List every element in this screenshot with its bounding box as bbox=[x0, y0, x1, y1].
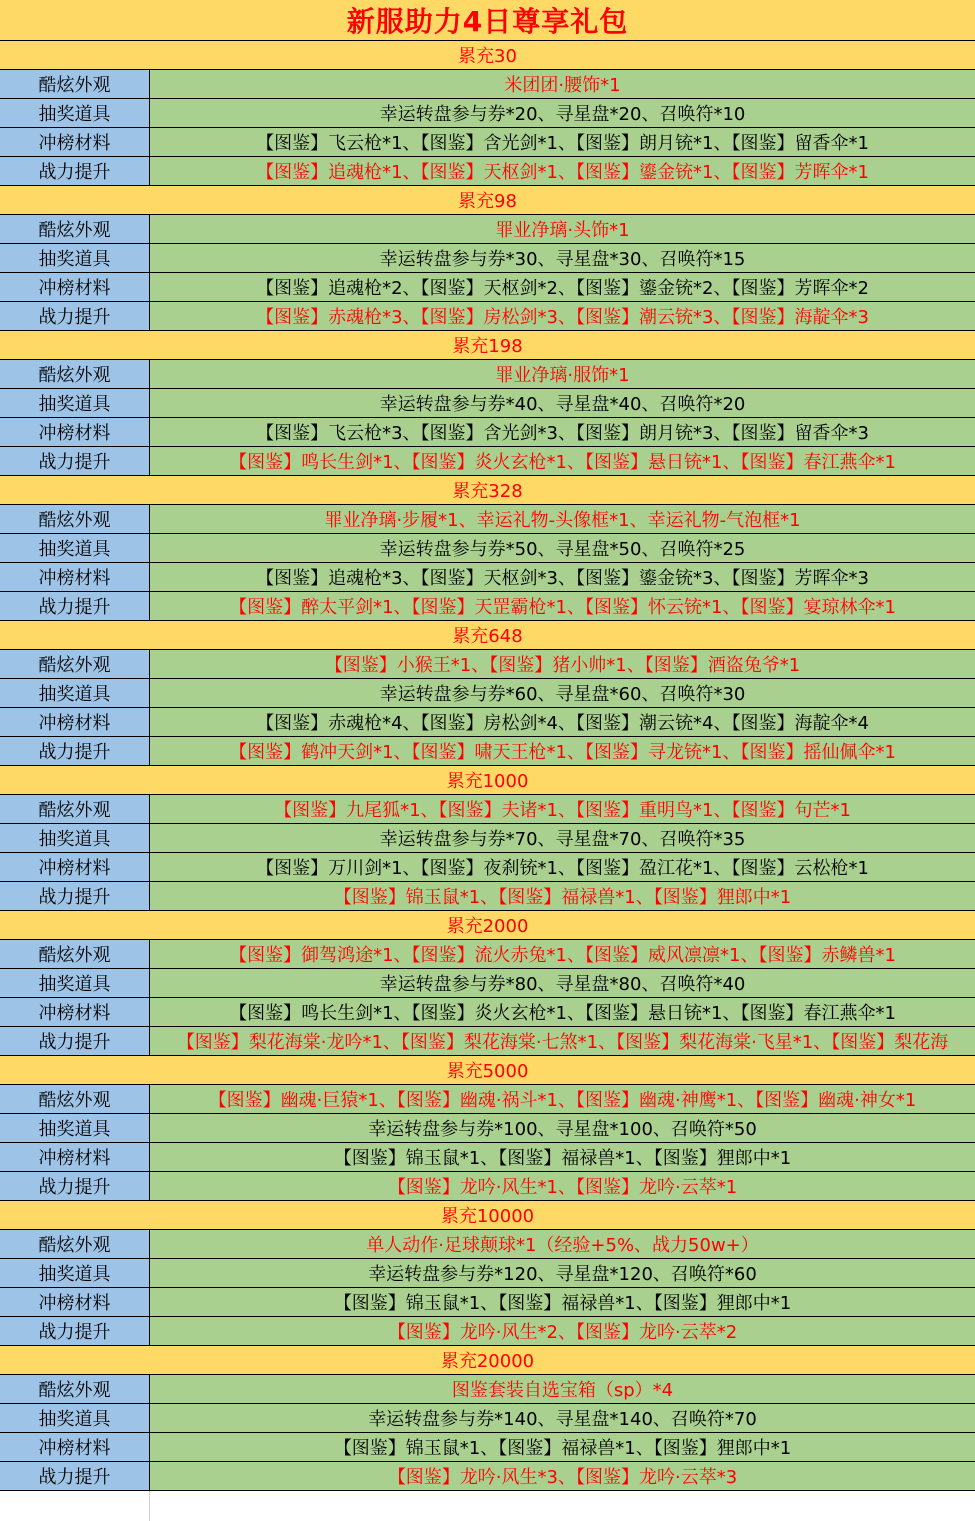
tier-header bbox=[0, 1201, 975, 1230]
reward-text: 【图鉴】追魂枪*2、【图鉴】天枢剑*2、【图鉴】鎏金铳*2、【图鉴】芳晖伞*2 bbox=[256, 278, 869, 299]
reward-cell bbox=[150, 1085, 975, 1113]
category-cell bbox=[0, 447, 150, 475]
category-label: 战力提升 bbox=[38, 1177, 111, 1198]
table-row bbox=[0, 99, 975, 128]
reward-text: 【图鉴】醉太平剑*1、【图鉴】天罡霸枪*1、【图鉴】怀云铳*1、【图鉴】宴琼林伞*1 bbox=[229, 597, 896, 618]
category-cell bbox=[0, 534, 150, 562]
reward-cell bbox=[150, 99, 975, 127]
reward-cell bbox=[150, 650, 975, 678]
category-cell bbox=[0, 737, 150, 765]
category-cell bbox=[0, 1433, 150, 1461]
tier-header bbox=[0, 331, 975, 360]
category-label: 酷炫外观 bbox=[38, 1090, 111, 1111]
category-cell bbox=[0, 1230, 150, 1258]
reward-cell bbox=[150, 1259, 975, 1287]
category-label: 冲榜材料 bbox=[38, 423, 111, 444]
category-label: 抽奖道具 bbox=[38, 1409, 111, 1430]
reward-text: 【图鉴】龙吟·风生*2、【图鉴】龙吟·云萃*2 bbox=[387, 1322, 738, 1343]
tier-name: 累充2000 bbox=[446, 916, 529, 937]
reward-text: 【图鉴】锦玉鼠*1、【图鉴】福禄兽*1、【图鉴】狸郎中*1 bbox=[333, 887, 792, 908]
category-label: 战力提升 bbox=[38, 1032, 111, 1053]
tier-header bbox=[0, 1056, 975, 1085]
reward-text: 罪业净璃·步履*1、幸运礼物-头像框*1、幸运礼物-气泡框*1 bbox=[324, 510, 801, 531]
category-label: 抽奖道具 bbox=[38, 974, 111, 995]
reward-text: 【图鉴】鸣长生剑*1、【图鉴】炎火玄枪*1、【图鉴】悬日铳*1、【图鉴】春江燕伞*1 bbox=[229, 1003, 896, 1024]
table-row bbox=[0, 157, 975, 186]
reward-cell bbox=[150, 273, 975, 301]
tier-header bbox=[0, 911, 975, 940]
category-label: 酷炫外观 bbox=[38, 655, 111, 676]
category-cell bbox=[0, 650, 150, 678]
table-row bbox=[0, 418, 975, 447]
tier-header bbox=[0, 186, 975, 215]
category-label: 抽奖道具 bbox=[38, 539, 111, 560]
table-row bbox=[0, 795, 975, 824]
tier-name: 累充20000 bbox=[440, 1351, 535, 1372]
table-row bbox=[0, 1375, 975, 1404]
tier-name: 累充328 bbox=[452, 481, 523, 502]
reward-text: 幸运转盘参与券*20、寻星盘*20、召唤符*10 bbox=[379, 104, 746, 125]
table-row bbox=[0, 650, 975, 679]
reward-text: 幸运转盘参与券*50、寻星盘*50、召唤符*25 bbox=[379, 539, 746, 560]
category-label: 冲榜材料 bbox=[38, 713, 111, 734]
reward-cell bbox=[150, 708, 975, 736]
table-row bbox=[0, 128, 975, 157]
reward-text: 罪业净璃·服饰*1 bbox=[495, 365, 630, 386]
category-cell bbox=[0, 1404, 150, 1432]
category-cell bbox=[0, 505, 150, 533]
table-row bbox=[0, 679, 975, 708]
reward-text: 图鉴套装自选宝箱（sp）*4 bbox=[451, 1380, 674, 1401]
reward-cell bbox=[150, 1462, 975, 1490]
table-row bbox=[0, 505, 975, 534]
reward-text: 【图鉴】赤魂枪*3、【图鉴】房松剑*3、【图鉴】潮云铳*3、【图鉴】海靛伞*3 bbox=[256, 307, 869, 328]
reward-text: 【图鉴】锦玉鼠*1、【图鉴】福禄兽*1、【图鉴】狸郎中*1 bbox=[333, 1438, 792, 1459]
category-cell bbox=[0, 1462, 150, 1490]
reward-cell bbox=[150, 244, 975, 272]
category-cell bbox=[0, 969, 150, 997]
tier-header bbox=[0, 1346, 975, 1375]
table-row bbox=[0, 1462, 975, 1491]
category-cell bbox=[0, 1288, 150, 1316]
category-label: 抽奖道具 bbox=[38, 104, 111, 125]
category-label: 酷炫外观 bbox=[38, 1380, 111, 1401]
category-label: 酷炫外观 bbox=[38, 75, 111, 96]
category-label: 冲榜材料 bbox=[38, 568, 111, 589]
reward-text: 幸运转盘参与券*60、寻星盘*60、召唤符*30 bbox=[379, 684, 746, 705]
category-label: 抽奖道具 bbox=[38, 684, 111, 705]
reward-text: 幸运转盘参与券*80、寻星盘*80、召唤符*40 bbox=[379, 974, 746, 995]
table-row bbox=[0, 244, 975, 273]
category-cell bbox=[0, 1114, 150, 1142]
table-row bbox=[0, 1230, 975, 1259]
tier-name: 累充1000 bbox=[446, 771, 529, 792]
table-row bbox=[0, 1085, 975, 1114]
category-cell bbox=[0, 563, 150, 591]
table-row bbox=[0, 882, 975, 911]
table-row bbox=[0, 824, 975, 853]
category-cell bbox=[0, 1375, 150, 1403]
category-label: 冲榜材料 bbox=[38, 1438, 111, 1459]
reward-text: 幸运转盘参与券*30、寻星盘*30、召唤符*15 bbox=[379, 249, 746, 270]
tier-name: 累充648 bbox=[452, 626, 523, 647]
category-cell bbox=[0, 1027, 150, 1055]
reward-text: 【图鉴】小猴王*1、【图鉴】猪小帅*1、【图鉴】酒盗兔爷*1 bbox=[324, 655, 801, 676]
table-row bbox=[0, 1317, 975, 1346]
category-label: 冲榜材料 bbox=[38, 1293, 111, 1314]
reward-text: 罪业净璃·头饰*1 bbox=[495, 220, 630, 241]
category-cell bbox=[0, 1172, 150, 1200]
reward-cell bbox=[150, 534, 975, 562]
table-row bbox=[0, 998, 975, 1027]
category-cell bbox=[0, 940, 150, 968]
reward-cell bbox=[150, 592, 975, 620]
reward-text: 【图鉴】梨花海棠·龙吟*1、【图鉴】梨花海棠·七煞*1、【图鉴】梨花海棠·飞星*1、【图鉴】梨花海 bbox=[176, 1032, 949, 1053]
table-row bbox=[0, 853, 975, 882]
category-label: 冲榜材料 bbox=[38, 133, 111, 154]
tier-header bbox=[0, 41, 975, 70]
table-row bbox=[0, 215, 975, 244]
reward-cell bbox=[150, 447, 975, 475]
reward-text: 【图鉴】鹤冲天剑*1、【图鉴】啸天王枪*1、【图鉴】寻龙铳*1、【图鉴】摇仙佩伞*1 bbox=[229, 742, 896, 763]
table-row bbox=[0, 1143, 975, 1172]
reward-text: 【图鉴】追魂枪*1、【图鉴】天枢剑*1、【图鉴】鎏金铳*1、【图鉴】芳晖伞*1 bbox=[256, 162, 869, 183]
reward-text: 【图鉴】龙吟·风生*1、【图鉴】龙吟·云萃*1 bbox=[387, 1177, 738, 1198]
reward-cell bbox=[150, 215, 975, 243]
table-row bbox=[0, 1172, 975, 1201]
category-cell bbox=[0, 215, 150, 243]
category-cell bbox=[0, 389, 150, 417]
tier-name: 累充198 bbox=[452, 336, 523, 357]
reward-cell bbox=[150, 302, 975, 330]
table-row bbox=[0, 360, 975, 389]
reward-text: 【图鉴】飞云枪*1、【图鉴】含光剑*1、【图鉴】朗月铳*1、【图鉴】留香伞*1 bbox=[256, 133, 869, 154]
reward-text: 【图鉴】万川剑*1、【图鉴】夜刹铳*1、【图鉴】盈江花*1、【图鉴】云松枪*1 bbox=[256, 858, 869, 879]
reward-cell bbox=[150, 70, 975, 98]
table-row bbox=[0, 302, 975, 331]
category-cell bbox=[0, 244, 150, 272]
category-label: 酷炫外观 bbox=[38, 365, 111, 386]
table-row bbox=[0, 1027, 975, 1056]
category-label: 抽奖道具 bbox=[38, 394, 111, 415]
table-row bbox=[0, 940, 975, 969]
table-row bbox=[0, 447, 975, 476]
category-cell bbox=[0, 302, 150, 330]
reward-text: 【图鉴】赤魂枪*4、【图鉴】房松剑*4、【图鉴】潮云铳*4、【图鉴】海靛伞*4 bbox=[256, 713, 869, 734]
category-label: 酷炫外观 bbox=[38, 220, 111, 241]
reward-cell bbox=[150, 1027, 975, 1055]
category-cell bbox=[0, 1259, 150, 1287]
category-cell bbox=[0, 679, 150, 707]
reward-text: 【图鉴】龙吟·风生*3、【图鉴】龙吟·云萃*3 bbox=[387, 1467, 738, 1488]
table-row bbox=[0, 969, 975, 998]
reward-cell bbox=[150, 563, 975, 591]
table-row bbox=[0, 1404, 975, 1433]
reward-text: 【图鉴】幽魂·巨猿*1、【图鉴】幽魂·祸斗*1、【图鉴】幽魂·神鹰*1、【图鉴】幽魂·神女*1 bbox=[208, 1090, 917, 1111]
reward-text: 幸运转盘参与券*100、寻星盘*100、召唤符*50 bbox=[368, 1119, 757, 1140]
reward-cell bbox=[150, 157, 975, 185]
reward-cell bbox=[150, 1375, 975, 1403]
category-label: 抽奖道具 bbox=[38, 829, 111, 850]
category-cell bbox=[0, 157, 150, 185]
reward-cell bbox=[150, 882, 975, 910]
table-row bbox=[0, 1288, 975, 1317]
category-cell bbox=[0, 795, 150, 823]
tier-header bbox=[0, 766, 975, 795]
tier-list bbox=[0, 41, 975, 1491]
category-label: 抽奖道具 bbox=[38, 1264, 111, 1285]
category-label: 酷炫外观 bbox=[38, 1235, 111, 1256]
reward-cell bbox=[150, 795, 975, 823]
category-cell bbox=[0, 1085, 150, 1113]
reward-cell bbox=[150, 969, 975, 997]
reward-text: 幸运转盘参与券*120、寻星盘*120、召唤符*60 bbox=[368, 1264, 757, 1285]
tier-header bbox=[0, 476, 975, 505]
table-title-row bbox=[0, 0, 975, 41]
category-label: 战力提升 bbox=[38, 307, 111, 328]
reward-cell bbox=[150, 505, 975, 533]
reward-text: 【图鉴】九尾狐*1、【图鉴】夫诸*1、【图鉴】重明鸟*1、【图鉴】句芒*1 bbox=[274, 800, 851, 821]
table-title: 新服助力4日尊享礼包 bbox=[346, 5, 629, 38]
reward-text: 幸运转盘参与券*40、寻星盘*40、召唤符*20 bbox=[379, 394, 746, 415]
category-cell bbox=[0, 998, 150, 1026]
category-cell bbox=[0, 853, 150, 881]
reward-cell bbox=[150, 679, 975, 707]
reward-cell bbox=[150, 1143, 975, 1171]
category-cell bbox=[0, 708, 150, 736]
tier-header bbox=[0, 621, 975, 650]
category-label: 抽奖道具 bbox=[38, 249, 111, 270]
reward-cell bbox=[150, 853, 975, 881]
category-label: 冲榜材料 bbox=[38, 278, 111, 299]
category-cell bbox=[0, 360, 150, 388]
reward-text: 【图鉴】追魂枪*3、【图鉴】天枢剑*3、【图鉴】鎏金铳*3、【图鉴】芳晖伞*3 bbox=[256, 568, 869, 589]
table-row bbox=[0, 1114, 975, 1143]
reward-cell bbox=[150, 824, 975, 852]
category-label: 酷炫外观 bbox=[38, 945, 111, 966]
reward-cell bbox=[150, 1317, 975, 1345]
category-cell bbox=[0, 1317, 150, 1345]
category-label: 战力提升 bbox=[38, 162, 111, 183]
table-row bbox=[0, 563, 975, 592]
reward-cell bbox=[150, 1288, 975, 1316]
tier-name: 累充98 bbox=[458, 191, 517, 212]
reward-cell bbox=[150, 360, 975, 388]
tier-name: 累充30 bbox=[458, 46, 517, 67]
reward-text: 【图鉴】飞云枪*3、【图鉴】含光剑*3、【图鉴】朗月铳*3、【图鉴】留香伞*3 bbox=[256, 423, 869, 444]
category-label: 酷炫外观 bbox=[38, 510, 111, 531]
blank-cell bbox=[0, 1491, 150, 1521]
category-cell bbox=[0, 70, 150, 98]
category-label: 战力提升 bbox=[38, 452, 111, 473]
reward-cell bbox=[150, 389, 975, 417]
reward-cell bbox=[150, 418, 975, 446]
category-label: 冲榜材料 bbox=[38, 1003, 111, 1024]
table-row bbox=[0, 273, 975, 302]
category-label: 抽奖道具 bbox=[38, 1119, 111, 1140]
table-row bbox=[0, 708, 975, 737]
reward-text: 幸运转盘参与券*140、寻星盘*140、召唤符*70 bbox=[368, 1409, 757, 1430]
reward-cell bbox=[150, 1230, 975, 1258]
category-cell bbox=[0, 128, 150, 156]
reward-text: 【图鉴】锦玉鼠*1、【图鉴】福禄兽*1、【图鉴】狸郎中*1 bbox=[333, 1148, 792, 1169]
category-cell bbox=[0, 99, 150, 127]
category-label: 酷炫外观 bbox=[38, 800, 111, 821]
reward-cell bbox=[150, 737, 975, 765]
category-cell bbox=[0, 418, 150, 446]
table-row bbox=[0, 389, 975, 418]
reward-cell bbox=[150, 128, 975, 156]
category-cell bbox=[0, 1143, 150, 1171]
category-label: 冲榜材料 bbox=[38, 1148, 111, 1169]
reward-text: 【图鉴】御驾鸿途*1、【图鉴】流火赤兔*1、【图鉴】威风凛凛*1、【图鉴】赤鳞兽*1 bbox=[229, 945, 896, 966]
category-cell bbox=[0, 882, 150, 910]
reward-cell bbox=[150, 1404, 975, 1432]
table-row bbox=[0, 534, 975, 563]
table-row bbox=[0, 737, 975, 766]
reward-text: 【图鉴】鸣长生剑*1、【图鉴】炎火玄枪*1、【图鉴】悬日铳*1、【图鉴】春江燕伞*1 bbox=[229, 452, 896, 473]
category-cell bbox=[0, 824, 150, 852]
table-row bbox=[0, 1433, 975, 1462]
reward-cell bbox=[150, 1172, 975, 1200]
category-cell bbox=[0, 273, 150, 301]
reward-text: 单人动作·足球颠球*1（经验+5%、战力50w+） bbox=[366, 1235, 759, 1256]
reward-text: 【图鉴】锦玉鼠*1、【图鉴】福禄兽*1、【图鉴】狸郎中*1 bbox=[333, 1293, 792, 1314]
tier-name: 累充5000 bbox=[446, 1061, 529, 1082]
category-label: 战力提升 bbox=[38, 1467, 111, 1488]
reward-cell bbox=[150, 1114, 975, 1142]
category-label: 战力提升 bbox=[38, 597, 111, 618]
category-label: 战力提升 bbox=[38, 742, 111, 763]
category-label: 战力提升 bbox=[38, 887, 111, 908]
category-cell bbox=[0, 592, 150, 620]
table-row bbox=[0, 70, 975, 99]
table-row bbox=[0, 592, 975, 621]
category-label: 战力提升 bbox=[38, 1322, 111, 1343]
blank-row bbox=[0, 1491, 975, 1521]
reward-text: 幸运转盘参与券*70、寻星盘*70、召唤符*35 bbox=[379, 829, 746, 850]
table-row bbox=[0, 1259, 975, 1288]
reward-cell bbox=[150, 940, 975, 968]
reward-cell bbox=[150, 998, 975, 1026]
category-label: 冲榜材料 bbox=[38, 858, 111, 879]
tier-name: 累充10000 bbox=[440, 1206, 535, 1227]
reward-text: 米团团·腰饰*1 bbox=[504, 75, 621, 96]
reward-cell bbox=[150, 1433, 975, 1461]
